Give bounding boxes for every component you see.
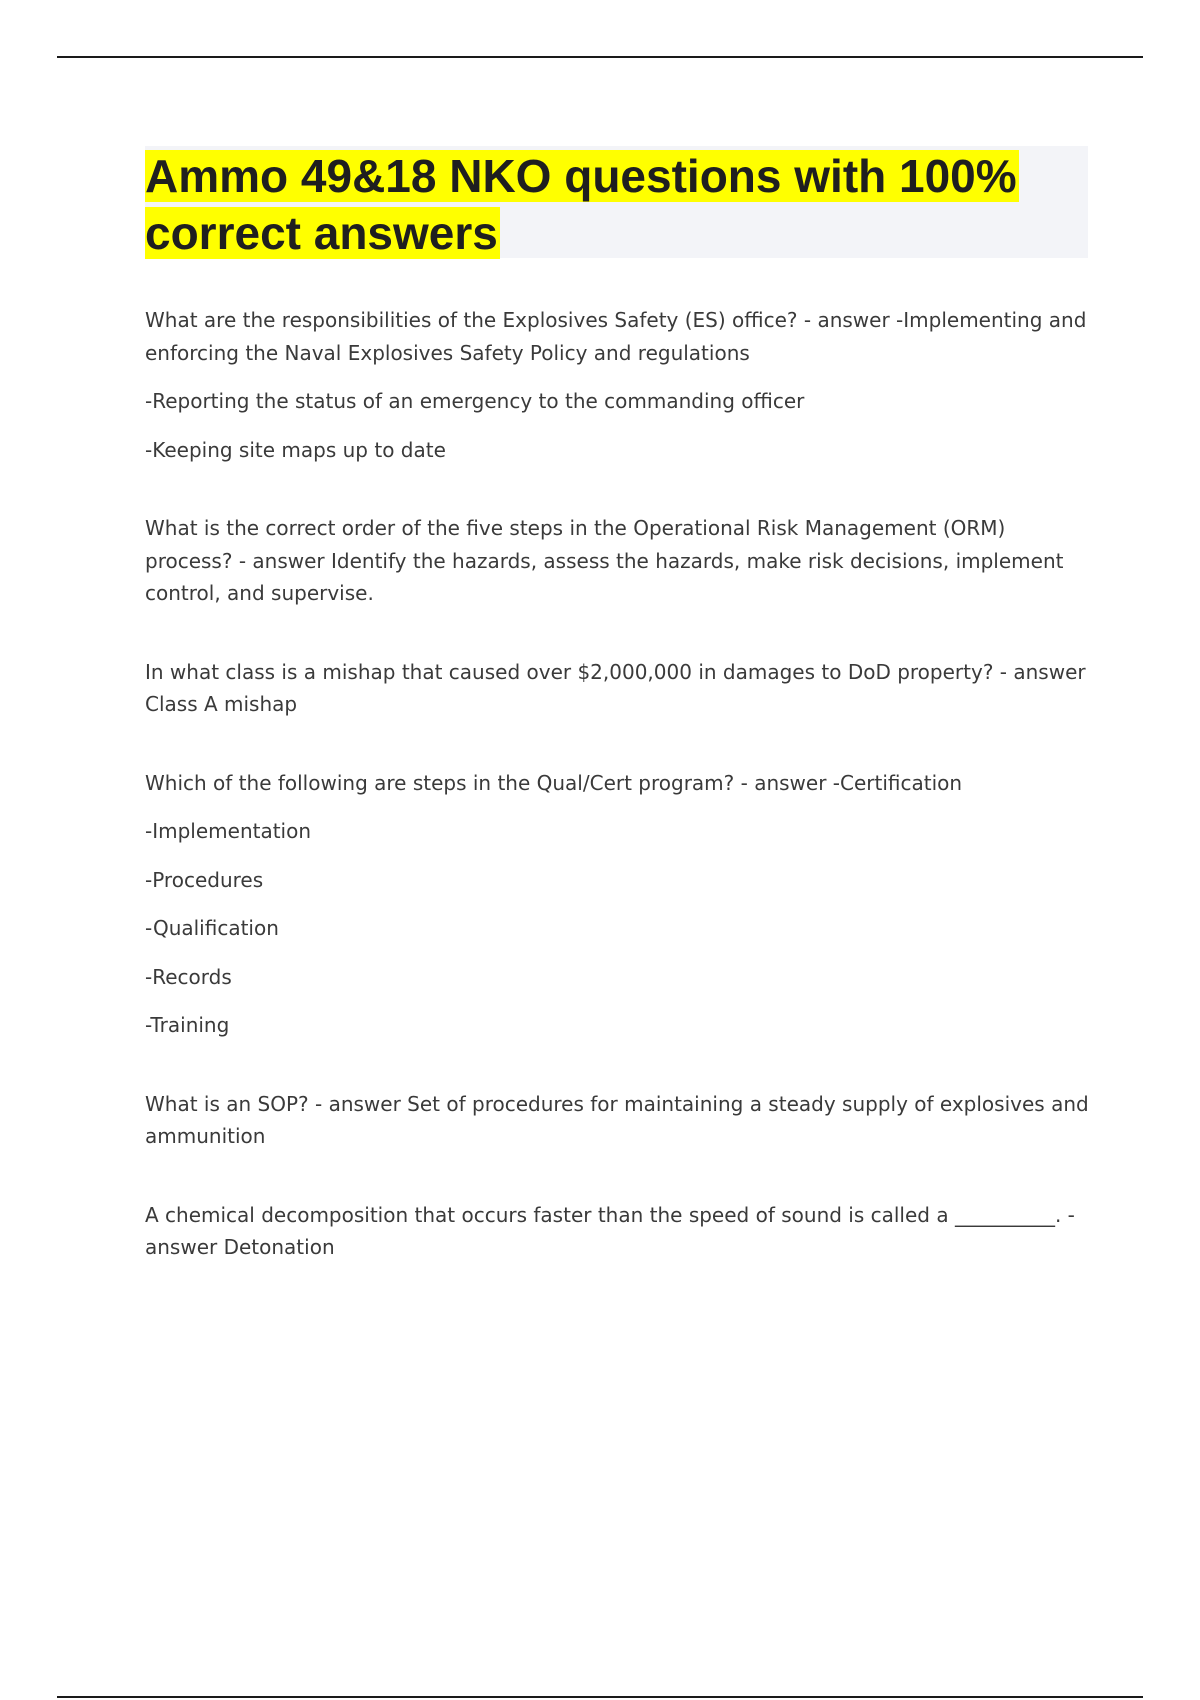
bottom-rule	[57, 1696, 1143, 1698]
qa-item-3	[145, 656, 1090, 721]
qa-4-answer-line-2: -Implementation	[145, 819, 312, 843]
qa-4-answer-line-6: -Training	[145, 1013, 230, 1037]
qa-item-1	[145, 304, 1090, 466]
qa-2-question: What is the correct order of the five steps in the Operational Risk Management (ORM) process? - answer Identify the hazards, assess the hazards, make risk decisions, implement control, and supervise.	[145, 516, 1064, 605]
qa-item-2	[145, 512, 1090, 610]
page-title	[145, 146, 1088, 262]
qa-item-5	[145, 1088, 1090, 1153]
qa-4-answer-line-3: -Procedures	[145, 867, 264, 892]
top-rule	[57, 56, 1143, 58]
qa-1-answer-line-3: -Keeping site maps up to date	[145, 437, 446, 462]
qa-4-answer-line-5: -Records	[145, 964, 232, 989]
title-block	[145, 146, 1088, 258]
document-body	[145, 304, 1090, 1280]
qa-1-answer-line-2: -Reporting the status of an emergency to the commanding officer	[145, 389, 805, 413]
title-highlight: Ammo 49&18 NKO questions with 100% correct answers	[145, 150, 1017, 259]
qa-6-question: A chemical decomposition that occurs faster than the speed of sound is called a __________. - answer Detonation	[145, 1202, 1075, 1259]
qa-4-question: Which of the following are steps in the Qual/Cert program? - answer -Certification	[145, 770, 963, 795]
qa-4-answer-line-4: -Qualification	[145, 916, 279, 940]
qa-1-question: What are the responsibilities of the Explosives Safety (ES) office? - answer -Implementing and enforcing the Naval Explosives Safety Policy and regulations	[145, 308, 1087, 365]
qa-item-4	[145, 767, 1090, 1042]
qa-item-6	[145, 1199, 1090, 1264]
qa-3-question: In what class is a mishap that caused over $2,000,000 in damages to DoD property? - answer Class A mishap	[145, 659, 1086, 716]
qa-5-question: What is an SOP? - answer Set of procedures for maintaining a steady supply of explosives and ammunition	[145, 1091, 1089, 1148]
